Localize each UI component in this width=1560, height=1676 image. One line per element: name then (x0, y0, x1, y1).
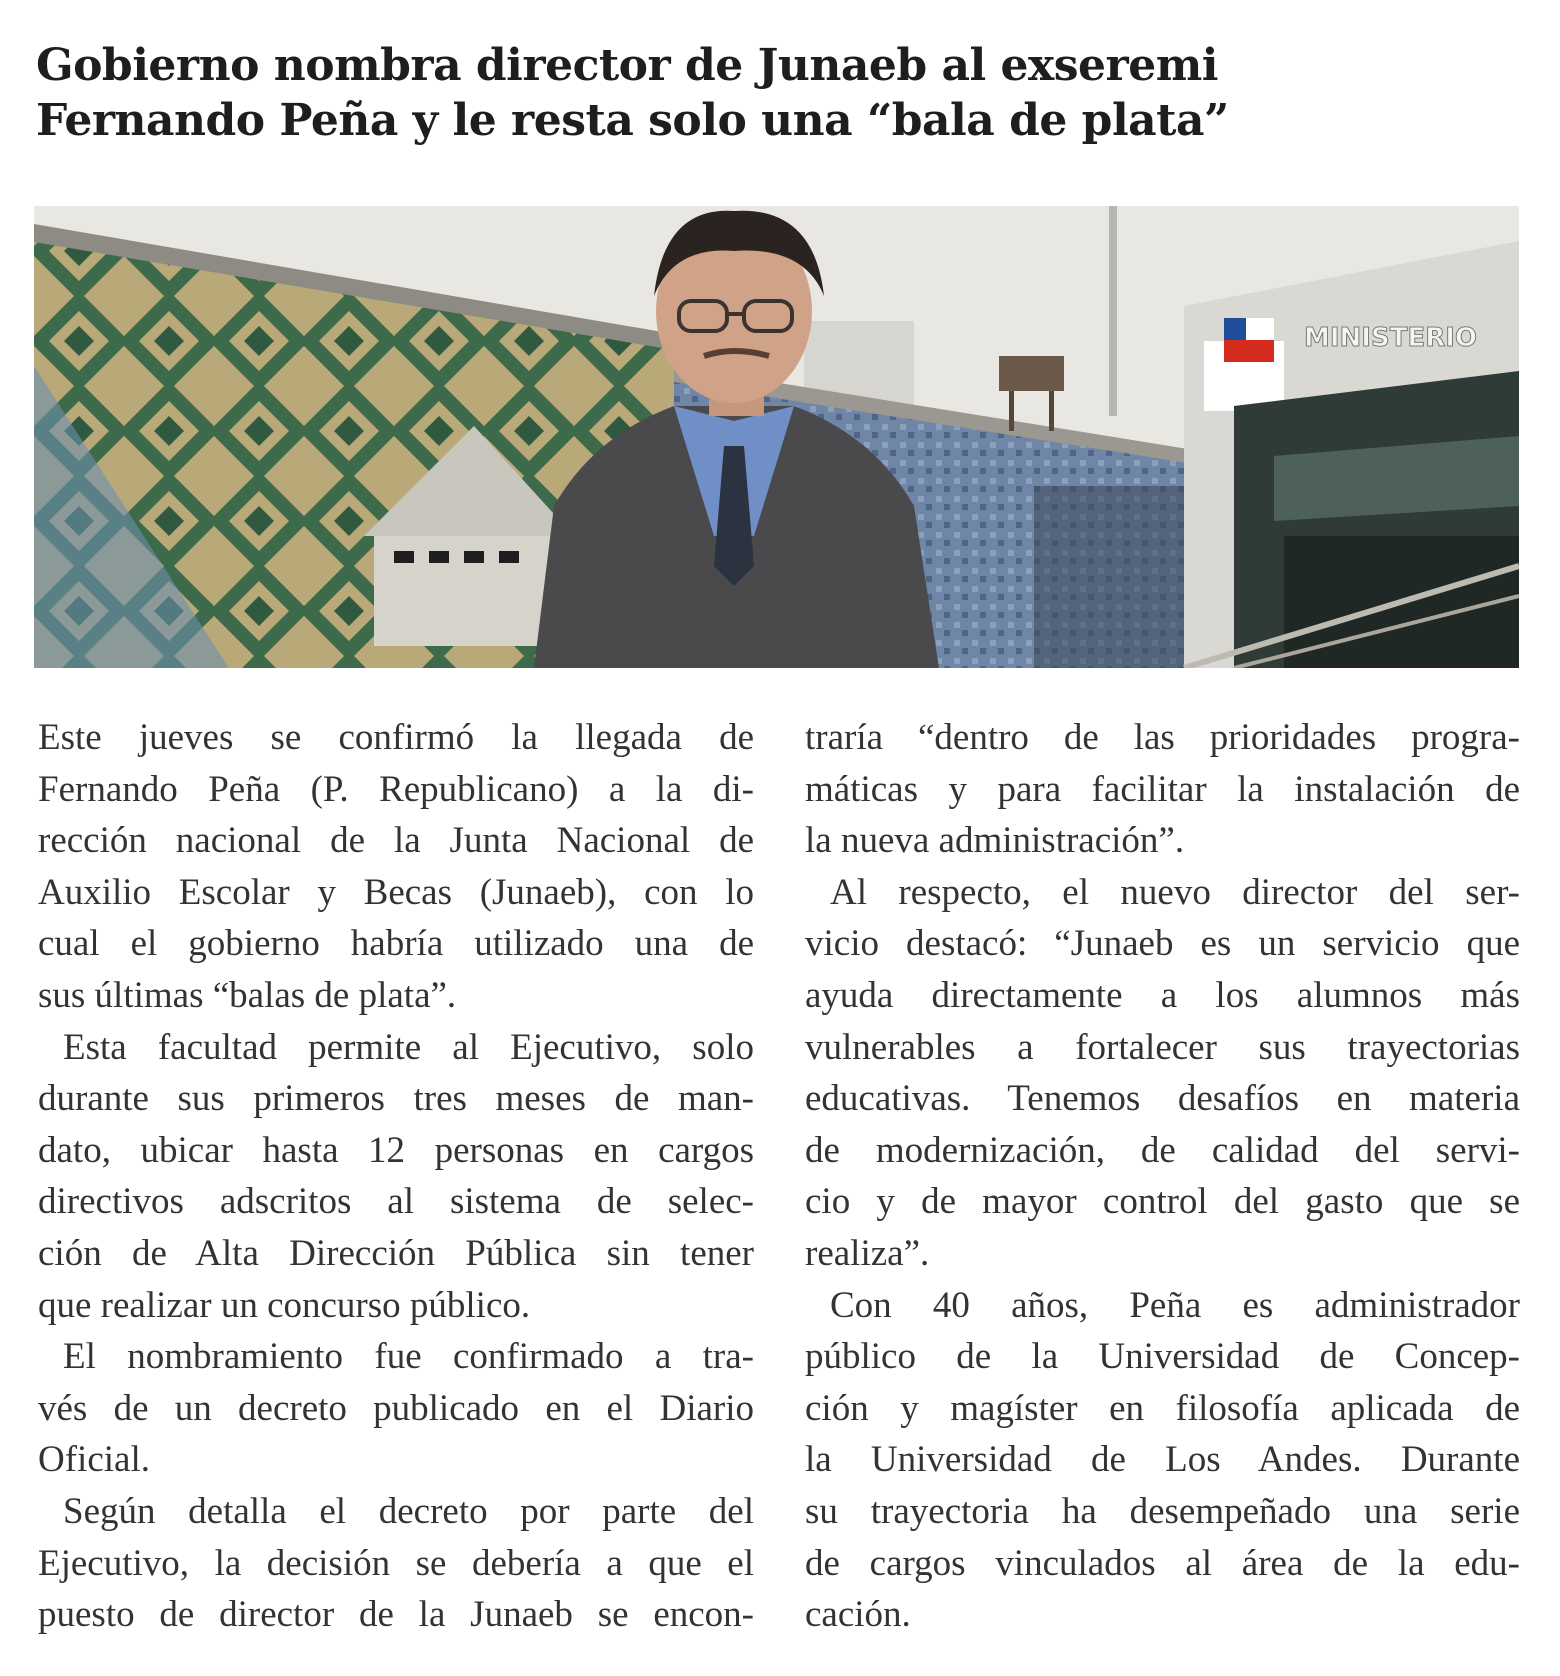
text-line: Fernando Peña (P. Republicano) a la di- (38, 768, 754, 810)
text-line: ayuda directamente a los alumnos más (805, 974, 1520, 1016)
paragraph (38, 1331, 754, 1486)
text-line: Ejecutivo, la decisión se debería a que el (38, 1542, 754, 1584)
text-line: sus últimas “balas de plata”. (38, 974, 457, 1016)
text-line: El nombramiento fue confirmado a tra- (63, 1336, 754, 1378)
article-column-left (38, 712, 754, 1641)
text-line: Este jueves se confirmó la llegada de (38, 717, 754, 758)
article-headline (36, 38, 1236, 148)
text-line: de cargos vinculados al área de la edu- (805, 1542, 1520, 1584)
text-line: realiza”. (805, 1232, 930, 1274)
text-line: traría “dentro de las prioridades progra- (805, 717, 1520, 758)
paragraph (805, 1280, 1520, 1641)
text-line: vicio destacó: “Junaeb es un servicio que (805, 923, 1520, 965)
text-line: vulnerables a fortalecer sus trayectorias (805, 1026, 1520, 1068)
text-line: Al respecto, el nuevo director del ser- (830, 871, 1520, 913)
paragraph (38, 1486, 754, 1641)
text-line: rección nacional de la Junta Nacional de (38, 820, 754, 862)
paragraph (805, 867, 1520, 1280)
text-line: Según detalla el decreto por parte del (63, 1490, 754, 1532)
article-photo (34, 206, 1519, 668)
text-line: vés de un decreto publicado en el Diario (38, 1387, 754, 1429)
headline-line-1: Gobierno nombra director de Junaeb al exseremi (36, 40, 1218, 91)
paragraph (805, 712, 1520, 867)
text-line: dato, ubicar hasta 12 personas en cargos (38, 1129, 754, 1171)
text-line: directivos adscritos al sistema de selec- (38, 1181, 754, 1223)
text-line: Auxilio Escolar y Becas (Junaeb), con lo (38, 871, 754, 913)
text-line: cio y de mayor control del gasto que se (805, 1181, 1520, 1223)
text-line: Con 40 años, Peña es administrador (830, 1284, 1520, 1326)
text-line: público de la Universidad de Concep- (805, 1336, 1520, 1378)
text-line: Oficial. (38, 1439, 150, 1481)
text-line: cual el gobierno habría utilizado una de (38, 923, 754, 965)
text-line: ción de Alta Dirección Pública sin tener (38, 1232, 754, 1274)
text-line: Esta facultad permite al Ejecutivo, solo (63, 1026, 754, 1068)
text-line: máticas y para facilitar la instalación de (805, 768, 1520, 810)
text-line: la nueva administración”. (805, 820, 1185, 862)
headline-line-2: Fernando Peña y le resta solo una “bala de plata” (36, 95, 1229, 146)
paragraph (38, 712, 754, 1022)
photo-illustration (34, 206, 1519, 668)
text-line: puesto de director de la Junaeb se encon- (38, 1594, 754, 1636)
text-line: educativas. Tenemos desafíos en materia (805, 1078, 1520, 1120)
ministry-sign: MINISTERIO (1304, 323, 1477, 353)
text-line: que realizar un concurso público. (38, 1284, 531, 1326)
text-line: cación. (805, 1594, 911, 1636)
text-line: durante sus primeros tres meses de man- (38, 1078, 754, 1120)
article-column-right (805, 712, 1520, 1641)
text-line: su trayectoria ha desempeñado una serie (805, 1490, 1520, 1532)
text-line: la Universidad de Los Andes. Durante (805, 1439, 1520, 1481)
paragraph (38, 1022, 754, 1332)
text-line: ción y magíster en filosofía aplicada de (805, 1387, 1520, 1429)
text-line: de modernización, de calidad del servi- (805, 1129, 1520, 1171)
